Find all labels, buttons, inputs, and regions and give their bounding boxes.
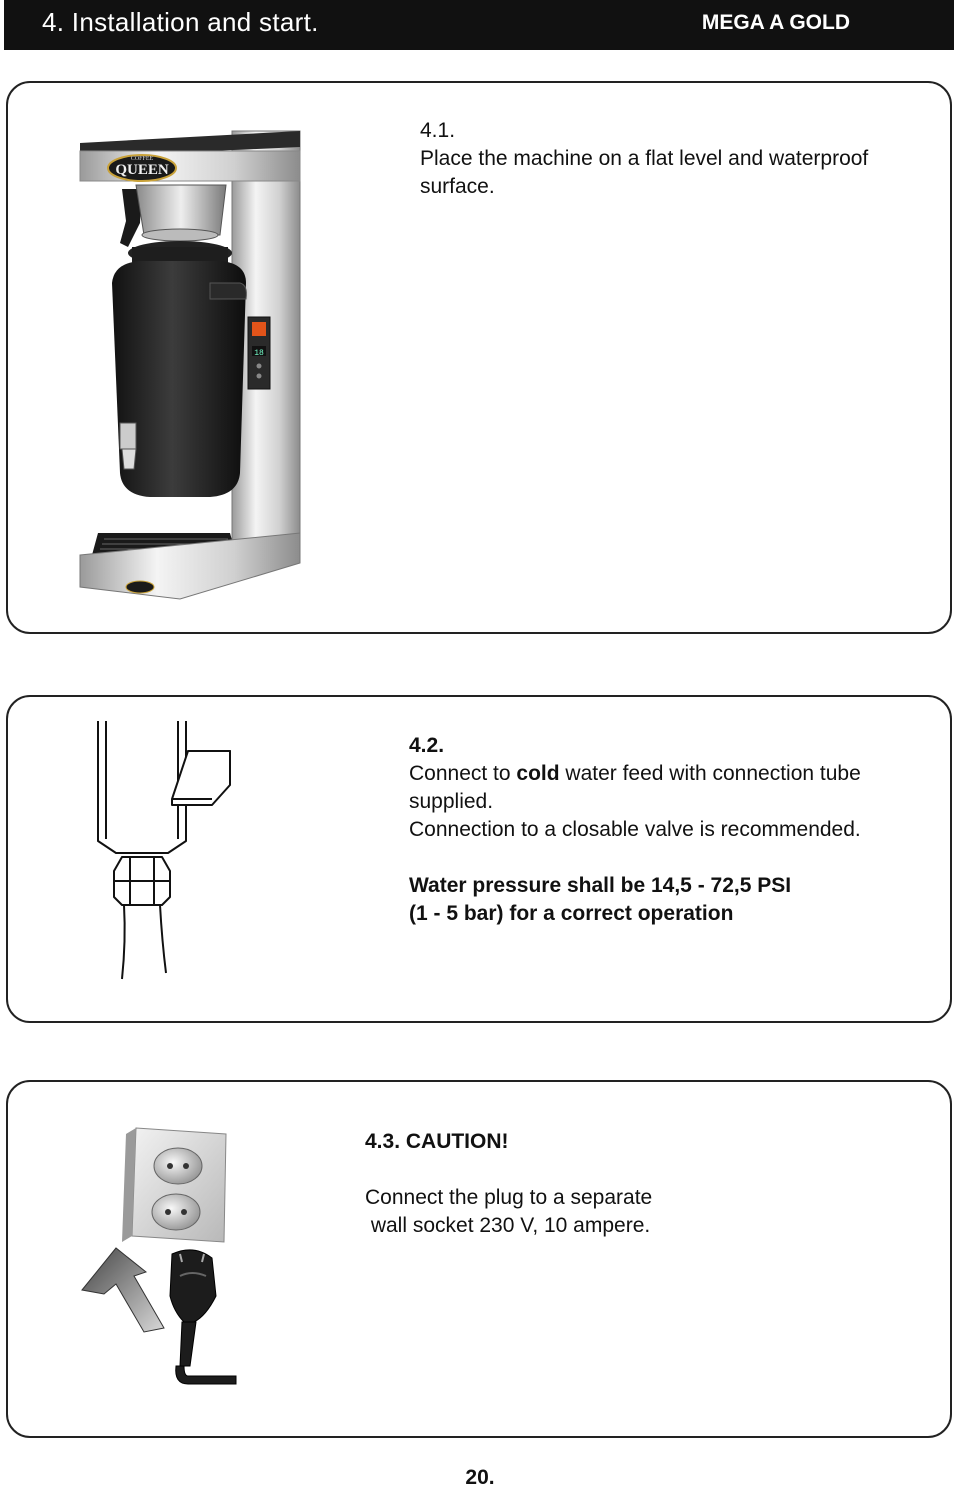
connect-suffix: water feed with connection tube	[559, 762, 861, 785]
display-readout: 18	[254, 349, 264, 358]
caution-line-2: wall socket 230 V, 10 ampere.	[365, 1214, 651, 1237]
section-4-3-text	[365, 1128, 652, 1240]
page-number: 20.	[465, 1466, 495, 1489]
water-connection-illustration	[88, 721, 248, 983]
section-4-2-connect-line	[409, 760, 861, 788]
coffee-machine-illustration	[70, 123, 320, 603]
section-4-2-valve-text: Connection to a closable valve is recommended.	[409, 818, 861, 841]
section-4-1-number: 4.1.	[420, 119, 456, 142]
section-4-1-text	[420, 117, 868, 201]
brand-logo-small-text: COFFEE	[130, 156, 154, 162]
caution-heading: 4.3. CAUTION!	[365, 1130, 509, 1153]
section-4-1-line-2: surface.	[420, 175, 495, 198]
connect-prefix: Connect to	[409, 762, 517, 785]
section-4-2-panel	[6, 695, 952, 1023]
section-4-2-number: 4.2.	[409, 734, 445, 757]
caution-line-1: Connect the plug to a separate	[365, 1186, 653, 1209]
pressure-line-2: (1 - 5 bar) for a correct operation	[409, 902, 734, 925]
section-4-2-connect-line-2: supplied.	[409, 790, 494, 813]
model-name: MEGA A GOLD	[701, 11, 850, 34]
section-4-1-panel	[6, 81, 952, 634]
brand-logo-text: QUEEN	[115, 162, 169, 178]
page-header	[4, 0, 954, 50]
section-4-2-text	[409, 732, 861, 928]
pressure-line-1: Water pressure shall be 14,5 - 72,5 PSI	[409, 874, 792, 897]
wall-socket-illustration	[76, 1126, 246, 1388]
page-title: 4. Installation and start.	[42, 7, 319, 37]
connect-bold-word: cold	[516, 762, 560, 785]
section-4-1-line-1: Place the machine on a flat level and waterproof	[420, 147, 869, 170]
section-4-3-panel	[6, 1080, 952, 1438]
